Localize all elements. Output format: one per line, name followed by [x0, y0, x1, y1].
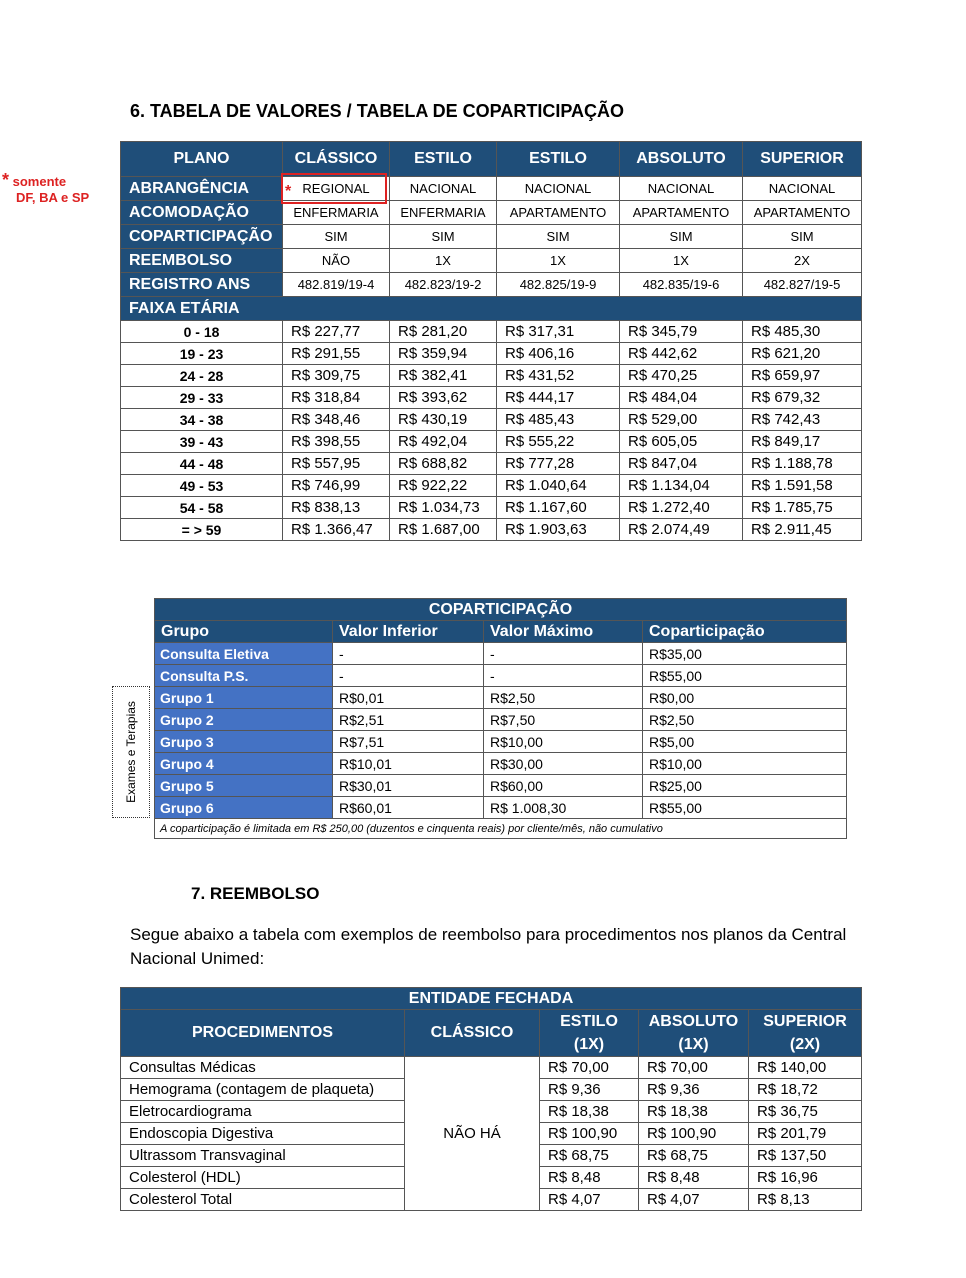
copart-value: R$60,00 — [484, 775, 643, 797]
copart-group: Grupo 4 — [155, 753, 333, 775]
age-price: R$ 2.911,45 — [743, 519, 862, 541]
copart-value: R$60,01 — [333, 797, 484, 819]
age-price: R$ 1.034,73 — [390, 497, 497, 519]
age-price: R$ 393,62 — [390, 387, 497, 409]
copart-header-row — [155, 621, 847, 643]
age-row — [121, 453, 862, 475]
copart-value: - — [333, 665, 484, 687]
age-range: 19 - 23 — [121, 343, 283, 365]
price-row-value: 482.835/19-6 — [620, 273, 743, 297]
reimb-classico-value: NÃO HÁ — [405, 1057, 540, 1211]
copart-group: Grupo 1 — [155, 687, 333, 709]
side-note-line2: DF, BA e SP — [16, 190, 90, 205]
price-row-value: SIM — [743, 225, 862, 249]
reimb-header-plan-name: ABSOLUTO — [648, 1013, 739, 1030]
price-row-label: COPARTICIPAÇÃO — [121, 225, 283, 249]
copart-row — [155, 687, 847, 709]
copart-value: R$0,01 — [333, 687, 484, 709]
age-row — [121, 497, 862, 519]
age-price: R$ 1.272,40 — [620, 497, 743, 519]
side-note — [2, 170, 66, 191]
copart-title: COPARTICIPAÇÃO — [155, 599, 847, 621]
age-range: 34 - 38 — [121, 409, 283, 431]
price-header-5: SUPERIOR — [743, 142, 862, 177]
age-row — [121, 387, 862, 409]
reimb-value: R$ 16,96 — [749, 1167, 862, 1189]
copart-value: - — [484, 643, 643, 665]
copart-group: Consulta Eletiva — [155, 643, 333, 665]
reimb-header-procedimentos: PROCEDIMENTOS — [121, 1010, 405, 1057]
copart-row — [155, 643, 847, 665]
price-row-value: NACIONAL — [743, 177, 862, 201]
price-row-value: APARTAMENTO — [497, 201, 620, 225]
reimbursement-paragraph: Segue abaixo a tabela com exemplos de reembolso para procedimentos nos planos da Central Nacional Unimed: — [130, 925, 847, 968]
price-header-3: ESTILO — [497, 142, 620, 177]
age-price: R$ 430,19 — [390, 409, 497, 431]
reimb-procedure: Colesterol Total — [121, 1189, 405, 1211]
copart-title-row — [155, 599, 847, 621]
reimb-value: R$ 70,00 — [540, 1057, 639, 1079]
reimb-value: R$ 68,75 — [540, 1145, 639, 1167]
regional-star: * — [285, 183, 292, 200]
age-price: R$ 679,32 — [743, 387, 862, 409]
reimb-procedure: Hemograma (contagem de plaqueta) — [121, 1079, 405, 1101]
reimb-row — [121, 1057, 862, 1079]
price-row-value: 1X — [497, 249, 620, 273]
age-price: R$ 382,41 — [390, 365, 497, 387]
age-row — [121, 431, 862, 453]
copart-value: R$7,50 — [484, 709, 643, 731]
copart-row — [155, 709, 847, 731]
age-price: R$ 442,62 — [620, 343, 743, 365]
reimb-value: R$ 4,07 — [639, 1189, 749, 1211]
age-price: R$ 1.134,04 — [620, 475, 743, 497]
age-price: R$ 621,20 — [743, 343, 862, 365]
price-table-row — [121, 273, 862, 297]
price-row-value: ENFERMARIA — [390, 201, 497, 225]
price-table-row — [121, 225, 862, 249]
age-price: R$ 1.785,75 — [743, 497, 862, 519]
exames-terapias-label: Exames e Terapias — [124, 701, 138, 803]
age-price: R$ 1.167,60 — [497, 497, 620, 519]
copart-value: R$30,00 — [484, 753, 643, 775]
price-row-value: SIM — [283, 225, 390, 249]
age-price: R$ 2.074,49 — [620, 519, 743, 541]
age-row — [121, 365, 862, 387]
copart-row — [155, 797, 847, 819]
price-row-value: REGIONAL — [283, 177, 390, 201]
exames-terapias-label-box — [112, 686, 150, 818]
reimb-header-plan-factor: (1X) — [573, 1036, 605, 1053]
reimb-header-classico: CLÁSSICO — [405, 1010, 540, 1057]
age-row — [121, 409, 862, 431]
copart-row — [155, 665, 847, 687]
age-range: 39 - 43 — [121, 431, 283, 453]
copart-value: R$0,00 — [643, 687, 847, 709]
reimb-header-plan-2 — [749, 1010, 862, 1057]
reimb-header-plan-name: ESTILO — [560, 1013, 618, 1030]
age-price: R$ 398,55 — [283, 431, 390, 453]
price-row-value: APARTAMENTO — [620, 201, 743, 225]
coparticipation-table — [154, 598, 847, 839]
reimb-procedure: Eletrocardiograma — [121, 1101, 405, 1123]
price-table-row — [121, 201, 862, 225]
reimb-procedure: Colesterol (HDL) — [121, 1167, 405, 1189]
price-row-label: ABRANGÊNCIA — [121, 177, 283, 201]
reimb-procedure: Consultas Médicas — [121, 1057, 405, 1079]
age-price: R$ 470,25 — [620, 365, 743, 387]
age-price: R$ 847,04 — [620, 453, 743, 475]
reimb-value: R$ 9,36 — [639, 1079, 749, 1101]
reimb-header-row — [121, 1010, 862, 1057]
price-header-0: PLANO — [121, 142, 283, 177]
copart-group: Grupo 2 — [155, 709, 333, 731]
price-header-4: ABSOLUTO — [620, 142, 743, 177]
reimb-value: R$ 68,75 — [639, 1145, 749, 1167]
reimb-value: R$ 8,13 — [749, 1189, 862, 1211]
copart-value: R$10,00 — [484, 731, 643, 753]
age-range: = > 59 — [121, 519, 283, 541]
price-row-value: 482.827/19-5 — [743, 273, 862, 297]
section6-title: 6. TABELA DE VALORES / TABELA DE COPARTICIPAÇÃO — [130, 101, 625, 121]
reimb-value: R$ 4,07 — [540, 1189, 639, 1211]
age-price: R$ 605,05 — [620, 431, 743, 453]
copart-row — [155, 775, 847, 797]
reimb-header-plan-1 — [639, 1010, 749, 1057]
reimb-header-plan-factor: (2X) — [789, 1036, 821, 1053]
price-row-value: SIM — [620, 225, 743, 249]
price-row-value: 1X — [620, 249, 743, 273]
age-price: R$ 345,79 — [620, 321, 743, 343]
copart-group: Consulta P.S. — [155, 665, 333, 687]
age-price: R$ 406,16 — [497, 343, 620, 365]
price-row-value: 482.823/19-2 — [390, 273, 497, 297]
copart-value: R$ 1.008,30 — [484, 797, 643, 819]
price-row-value: SIM — [497, 225, 620, 249]
age-range: 24 - 28 — [121, 365, 283, 387]
age-range: 49 - 53 — [121, 475, 283, 497]
age-price: R$ 1.188,78 — [743, 453, 862, 475]
reimb-value: R$ 137,50 — [749, 1145, 862, 1167]
price-table-header-row — [121, 142, 862, 177]
age-price: R$ 309,75 — [283, 365, 390, 387]
age-price: R$ 492,04 — [390, 431, 497, 453]
age-price: R$ 557,95 — [283, 453, 390, 475]
reimb-value: R$ 201,79 — [749, 1123, 862, 1145]
age-row — [121, 343, 862, 365]
price-row-value: NACIONAL — [497, 177, 620, 201]
price-row-value: 482.825/19-9 — [497, 273, 620, 297]
copart-value: R$2,51 — [333, 709, 484, 731]
age-price: R$ 659,97 — [743, 365, 862, 387]
reimb-value: R$ 9,36 — [540, 1079, 639, 1101]
copart-value: R$7,51 — [333, 731, 484, 753]
regional-highlight — [281, 173, 387, 204]
reimb-procedure: Endoscopia Digestiva — [121, 1123, 405, 1145]
copart-value: R$30,01 — [333, 775, 484, 797]
faixa-etaria-label: FAIXA ETÁRIA — [121, 297, 862, 321]
age-price: R$ 485,43 — [497, 409, 620, 431]
side-note-line1: somente — [12, 174, 67, 189]
age-price: R$ 281,20 — [390, 321, 497, 343]
age-price: R$ 359,94 — [390, 343, 497, 365]
age-price: R$ 484,04 — [620, 387, 743, 409]
price-row-value: 1X — [390, 249, 497, 273]
price-row-value: NACIONAL — [620, 177, 743, 201]
price-row-value: ENFERMARIA — [283, 201, 390, 225]
age-price: R$ 688,82 — [390, 453, 497, 475]
copart-value: - — [484, 665, 643, 687]
reimb-header-plan-factor: (1X) — [678, 1036, 709, 1053]
reimb-header-plan-name: SUPERIOR — [763, 1013, 847, 1030]
reimb-title: ENTIDADE FECHADA — [121, 988, 862, 1010]
copart-group: Grupo 3 — [155, 731, 333, 753]
age-price: R$ 485,30 — [743, 321, 862, 343]
age-price: R$ 431,52 — [497, 365, 620, 387]
age-price: R$ 742,43 — [743, 409, 862, 431]
age-price: R$ 1.903,63 — [497, 519, 620, 541]
price-header-1: CLÁSSICO — [283, 142, 390, 177]
price-table-row — [121, 177, 862, 201]
age-row — [121, 321, 862, 343]
copart-group: Grupo 5 — [155, 775, 333, 797]
age-price: R$ 555,22 — [497, 431, 620, 453]
copart-value: R$5,00 — [643, 731, 847, 753]
price-table — [120, 141, 862, 541]
price-header-2: ESTILO — [390, 142, 497, 177]
price-table-row — [121, 249, 862, 273]
reimb-value: R$ 100,90 — [639, 1123, 749, 1145]
section7-title: 7. REEMBOLSO — [191, 884, 320, 903]
copart-row — [155, 731, 847, 753]
copart-row — [155, 753, 847, 775]
age-price: R$ 227,77 — [283, 321, 390, 343]
reimb-value: R$ 140,00 — [749, 1057, 862, 1079]
age-price: R$ 348,46 — [283, 409, 390, 431]
age-price: R$ 444,17 — [497, 387, 620, 409]
age-row — [121, 475, 862, 497]
copart-note: A coparticipação é limitada em R$ 250,00 (duzentos e cinquenta reais) por cliente/mês, não cumulativo — [155, 819, 847, 839]
reimb-value: R$ 18,72 — [749, 1079, 862, 1101]
age-price: R$ 838,13 — [283, 497, 390, 519]
age-price: R$ 922,22 — [390, 475, 497, 497]
price-row-value: 2X — [743, 249, 862, 273]
age-price: R$ 317,31 — [497, 321, 620, 343]
copart-value: - — [333, 643, 484, 665]
age-price: R$ 777,28 — [497, 453, 620, 475]
copart-value: R$55,00 — [643, 797, 847, 819]
copart-value: R$55,00 — [643, 665, 847, 687]
age-price: R$ 1.591,58 — [743, 475, 862, 497]
reimb-value: R$ 18,38 — [540, 1101, 639, 1123]
price-row-value: 482.819/19-4 — [283, 273, 390, 297]
price-row-label: REEMBOLSO — [121, 249, 283, 273]
reimb-header-plan-0 — [540, 1010, 639, 1057]
copart-value: R$2,50 — [484, 687, 643, 709]
reimb-value: R$ 36,75 — [749, 1101, 862, 1123]
price-row-value: APARTAMENTO — [743, 201, 862, 225]
reimb-value: R$ 18,38 — [639, 1101, 749, 1123]
price-row-value: SIM — [390, 225, 497, 249]
reimb-value: R$ 8,48 — [639, 1167, 749, 1189]
age-price: R$ 849,17 — [743, 431, 862, 453]
age-price: R$ 291,55 — [283, 343, 390, 365]
copart-header-2: Valor Máximo — [484, 621, 643, 643]
side-note-star: * — [2, 170, 10, 190]
price-row-label: ACOMODAÇÃO — [121, 201, 283, 225]
copart-header-3: Coparticipação — [643, 621, 847, 643]
reimb-value: R$ 100,90 — [540, 1123, 639, 1145]
age-row — [121, 519, 862, 541]
faixa-etaria-row — [121, 297, 862, 321]
reimb-value: R$ 8,48 — [540, 1167, 639, 1189]
reimb-procedure: Ultrassom Transvaginal — [121, 1145, 405, 1167]
copart-value: R$10,01 — [333, 753, 484, 775]
copart-value: R$10,00 — [643, 753, 847, 775]
copart-note-row — [155, 819, 847, 839]
copart-group: Grupo 6 — [155, 797, 333, 819]
age-range: 54 - 58 — [121, 497, 283, 519]
price-row-value: NACIONAL — [390, 177, 497, 201]
age-range: 29 - 33 — [121, 387, 283, 409]
price-row-value: NÃO — [283, 249, 390, 273]
copart-value: R$25,00 — [643, 775, 847, 797]
copart-header-0: Grupo — [155, 621, 333, 643]
copart-value: R$35,00 — [643, 643, 847, 665]
reimb-title-row — [121, 988, 862, 1010]
price-row-label: REGISTRO ANS — [121, 273, 283, 297]
age-price: R$ 318,84 — [283, 387, 390, 409]
age-price: R$ 746,99 — [283, 475, 390, 497]
age-price: R$ 529,00 — [620, 409, 743, 431]
age-price: R$ 1.040,64 — [497, 475, 620, 497]
reimb-value: R$ 70,00 — [639, 1057, 749, 1079]
reimbursement-table — [120, 987, 862, 1211]
age-range: 0 - 18 — [121, 321, 283, 343]
age-range: 44 - 48 — [121, 453, 283, 475]
copart-value: R$2,50 — [643, 709, 847, 731]
age-price: R$ 1.687,00 — [390, 519, 497, 541]
copart-header-1: Valor Inferior — [333, 621, 484, 643]
age-price: R$ 1.366,47 — [283, 519, 390, 541]
